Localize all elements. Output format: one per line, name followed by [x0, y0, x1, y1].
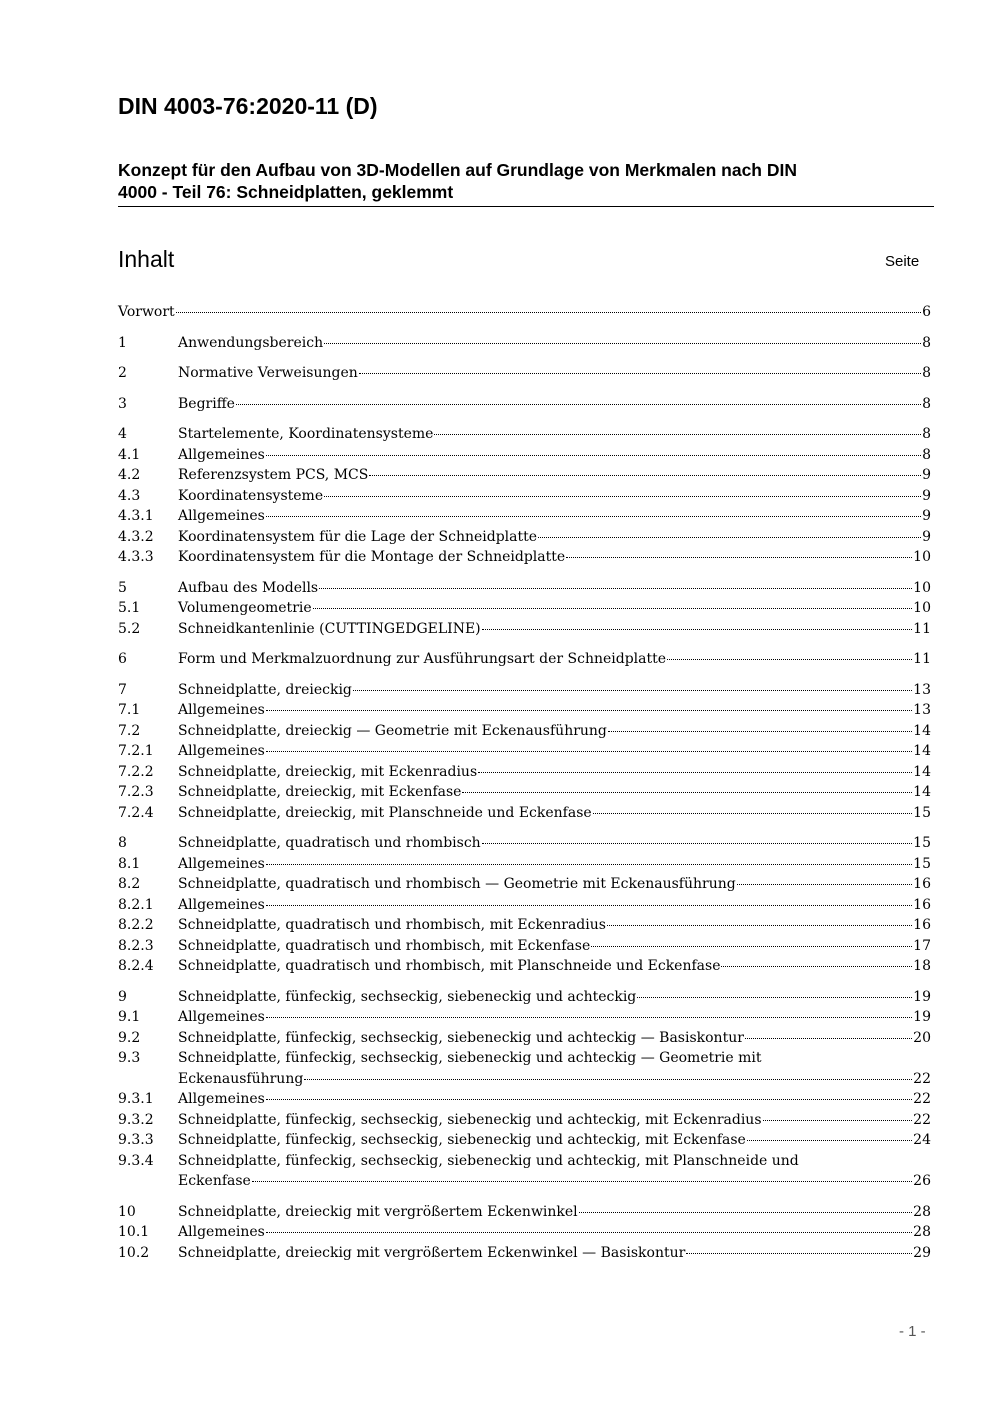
toc-dot-leader	[236, 404, 921, 405]
toc-entry[interactable]	[118, 762, 931, 783]
toc-entry-page: 17	[913, 937, 931, 954]
toc-dot-leader	[667, 659, 912, 660]
toc-entry-number: 8.1	[118, 855, 141, 872]
toc-entry[interactable]	[118, 741, 931, 762]
toc-entry-body	[178, 895, 931, 916]
page-number: - 1 -	[899, 1323, 926, 1340]
toc-entry-number: 4.3.1	[118, 508, 154, 524]
toc-entry-number: 4.3.2	[118, 528, 154, 545]
toc-entry-page: 14	[913, 784, 931, 800]
toc-entry-title: Schneidplatte, dreieckig, mit Eckenfase	[178, 784, 462, 800]
toc-entry[interactable]	[118, 1243, 931, 1264]
toc-entry-title: Schneidplatte, dreieckig, mit Eckenradius	[178, 763, 478, 780]
toc-entry-vorwort[interactable]	[118, 302, 931, 323]
toc-dot-leader	[266, 751, 912, 752]
toc-entry-page: 16	[913, 876, 931, 892]
toc-entry[interactable]	[118, 721, 931, 742]
toc-entry-page: 26	[913, 1173, 931, 1189]
toc-entry[interactable]	[118, 424, 931, 445]
toc-line	[178, 700, 931, 721]
toc-entry-number: 6	[118, 651, 127, 667]
toc-line	[178, 854, 931, 875]
toc-line	[178, 1171, 931, 1192]
toc-dot-leader	[313, 608, 913, 609]
toc-entry-number: 4.2	[118, 467, 141, 483]
toc-entry-number: 9.3.4	[118, 1152, 154, 1169]
toc-entry-title: Schneidplatte, dreieckig, mit Planschneide und Eckenfase	[178, 804, 592, 821]
toc-entry-body	[178, 936, 931, 957]
toc-entry-page: 11	[913, 620, 931, 637]
toc-entry-page: 6	[922, 304, 931, 320]
toc-entry-body	[178, 547, 931, 568]
toc-line	[178, 1028, 931, 1049]
toc-entry-title: Anwendungsbereich	[178, 334, 324, 351]
toc-dot-leader	[252, 1181, 912, 1182]
toc-entry-title: Schneidplatte, quadratisch und rhombisch, mit Eckenradius	[178, 917, 606, 933]
toc-entry-page: 14	[913, 743, 931, 759]
toc-entry-page: 15	[913, 855, 931, 872]
toc-line	[178, 782, 931, 803]
toc-line	[178, 956, 931, 977]
toc-entry[interactable]	[118, 1028, 931, 1049]
toc-entry[interactable]	[118, 445, 931, 466]
toc-entry-number: 4.3	[118, 487, 141, 504]
toc-entry-number: 8.2	[118, 876, 141, 892]
toc-entry-title-continuation: Eckenausführung	[178, 1070, 304, 1087]
toc-entry-body	[178, 598, 931, 619]
toc-entry-number: 8.2.1	[118, 896, 154, 913]
toc-line	[178, 741, 931, 762]
toc-entry[interactable]	[118, 486, 931, 507]
toc-dot-leader	[369, 475, 921, 476]
document-subtitle	[118, 159, 918, 203]
toc-line	[178, 394, 931, 415]
toc-entry-number: 8.2.2	[118, 917, 154, 933]
toc-entry[interactable]	[118, 547, 931, 568]
toc-dot-leader	[324, 496, 921, 497]
toc-entry-body	[178, 649, 931, 670]
toc-entry-number: 3	[118, 395, 127, 412]
toc-entry-body	[178, 680, 931, 701]
toc-entry-body	[178, 394, 931, 415]
toc-entry-body	[118, 302, 931, 323]
toc-entry-title: Begriffe	[178, 395, 235, 412]
toc-entry-title: Normative Verweisungen	[178, 365, 358, 381]
toc-dot-leader	[462, 792, 912, 793]
toc-entry[interactable]	[118, 649, 931, 670]
toc-dot-leader	[591, 946, 912, 947]
toc-line	[178, 1130, 931, 1151]
toc-entry[interactable]	[118, 956, 931, 977]
toc-dot-leader	[686, 1253, 912, 1254]
toc-dot-leader	[353, 690, 912, 691]
toc-entry[interactable]	[118, 465, 931, 486]
toc-line	[178, 363, 931, 384]
toc-entry-title: Schneidplatte, quadratisch und rhombisch, mit Planschneide und Eckenfase	[178, 958, 721, 974]
toc-entry-number: 8.2.4	[118, 958, 154, 974]
toc-entry-title: Allgemeines	[178, 896, 265, 913]
toc-dot-leader	[478, 772, 912, 773]
toc-line	[178, 721, 931, 742]
toc-line	[178, 506, 931, 527]
toc-entry-body	[178, 506, 931, 527]
toc-entry[interactable]	[118, 680, 931, 701]
toc-entry-number: 2	[118, 365, 127, 381]
toc-line	[178, 649, 931, 670]
toc-dot-leader	[266, 516, 921, 517]
toc-line	[178, 598, 931, 619]
toc-entry-body	[178, 1202, 931, 1223]
toc-entry[interactable]	[118, 527, 931, 548]
toc-entry-body	[178, 956, 931, 977]
toc-entry-page: 11	[913, 651, 931, 667]
toc-line	[178, 578, 931, 599]
toc-entry-page: 22	[913, 1091, 931, 1107]
toc-entry-page: 15	[913, 804, 931, 821]
toc-entry-page: 16	[913, 896, 931, 913]
toc-entry-page: 28	[913, 1203, 931, 1220]
toc-entry-body	[178, 987, 931, 1008]
toc-entry-title: Koordinatensysteme	[178, 487, 324, 504]
toc-entry-title: Allgemeines	[178, 702, 265, 718]
toc-line	[178, 895, 931, 916]
toc-entry-body	[178, 700, 931, 721]
toc-dot-leader	[359, 373, 921, 374]
toc-dot-leader	[266, 1099, 912, 1100]
toc-entry-body	[178, 1130, 931, 1151]
toc-dot-leader	[608, 731, 912, 732]
toc-entry-title-continuation: Eckenfase	[178, 1173, 251, 1189]
toc-entry[interactable]	[118, 1202, 931, 1223]
toc-dot-leader	[266, 455, 921, 456]
toc-entry-title: Schneidplatte, fünfeckig, sechseckig, siebeneckig und achteckig, mit Planschneide und	[178, 1152, 799, 1169]
toc-line	[178, 1007, 931, 1028]
toc-entry-body	[178, 619, 931, 640]
toc-entry[interactable]	[118, 578, 931, 599]
toc-entry-page: 10	[913, 549, 931, 565]
toc-entry-number: 5.1	[118, 600, 141, 616]
toc-entry-page: 24	[913, 1132, 931, 1148]
toc-line	[178, 987, 931, 1008]
toc-dot-leader	[579, 1212, 913, 1213]
toc-entry[interactable]	[118, 506, 931, 527]
toc-entry-page: 19	[913, 988, 931, 1005]
toc-entry-body	[178, 333, 931, 354]
toc-line	[178, 1069, 931, 1090]
toc-entry-page: 8	[922, 395, 931, 412]
toc-entry-title: Allgemeines	[178, 508, 265, 524]
toc-entry-body	[178, 1222, 931, 1243]
toc-entry-body	[178, 721, 931, 742]
toc-entry[interactable]	[118, 394, 931, 415]
toc-entry-number: 7.2.1	[118, 743, 154, 759]
toc-line	[178, 1243, 931, 1264]
toc-entry-title: Schneidplatte, quadratisch und rhombisch	[178, 835, 481, 851]
toc-entry-body	[178, 445, 931, 466]
toc-entry-body	[178, 1151, 931, 1192]
toc-entry[interactable]	[118, 1151, 931, 1192]
toc-entry-body	[178, 1028, 931, 1049]
toc-entry-body	[178, 424, 931, 445]
toc-entry-page: 22	[913, 1111, 931, 1128]
toc-dot-leader	[637, 997, 912, 998]
toc-entry-number: 9.3.1	[118, 1091, 154, 1107]
toc-line	[178, 1089, 931, 1110]
toc-entry-title: Referenzsystem PCS, MCS	[178, 467, 369, 483]
toc-entry-title: Schneidkantenlinie (CUTTINGEDGELINE)	[178, 620, 481, 637]
toc-entry[interactable]	[118, 1089, 931, 1110]
toc-entry-title: Volumengeometrie	[178, 600, 312, 616]
toc-dot-leader	[266, 710, 912, 711]
toc-line	[178, 680, 931, 701]
toc-entry-title: Startelemente, Koordinatensysteme	[178, 426, 434, 442]
toc-entry-title: Schneidplatte, fünfeckig, sechseckig, siebeneckig und achteckig, mit Eckenfase	[178, 1132, 746, 1148]
toc-entry-title: Allgemeines	[178, 855, 265, 872]
toc-entry[interactable]	[118, 854, 931, 875]
toc-dot-leader	[266, 1017, 912, 1018]
toc-line	[118, 302, 931, 323]
toc-entry-number: 9.3	[118, 1050, 141, 1066]
toc-entry-body	[178, 741, 931, 762]
toc-entry[interactable]	[118, 782, 931, 803]
toc-entry-body	[178, 578, 931, 599]
toc-entry[interactable]	[118, 1007, 931, 1028]
toc-entry-body	[178, 486, 931, 507]
toc-entry-body	[178, 874, 931, 895]
toc-entry[interactable]	[118, 895, 931, 916]
toc-entry-page: 13	[913, 702, 931, 718]
toc-entry-page: 16	[913, 917, 931, 933]
toc-dot-leader	[176, 312, 921, 313]
toc-entry-page: 8	[922, 446, 931, 463]
toc-entry-body	[178, 854, 931, 875]
toc-entry-number: 5	[118, 579, 127, 596]
toc-dot-leader	[319, 588, 912, 589]
toc-entry-number: 8.2.3	[118, 937, 154, 954]
toc-entry-title: Schneidplatte, quadratisch und rhombisch — Geometrie mit Eckenausführung	[178, 876, 736, 892]
toc-dot-leader	[747, 1140, 912, 1141]
toc-entry-page: 9	[922, 508, 931, 524]
toc-entry-page: 22	[913, 1070, 931, 1087]
toc-page-column-label: Seite	[885, 253, 920, 270]
toc-entry[interactable]	[118, 1222, 931, 1243]
toc-entry[interactable]	[118, 598, 931, 619]
toc-line	[178, 874, 931, 895]
toc-entry-title: Allgemeines	[178, 743, 265, 759]
toc-entry[interactable]	[118, 619, 931, 640]
toc-entry-title: Schneidplatte, dreieckig mit vergrößertem Eckenwinkel	[178, 1203, 578, 1220]
toc-dot-leader	[482, 629, 913, 630]
toc-entry-number: 4.1	[118, 446, 141, 463]
toc-entry-page: 20	[913, 1029, 931, 1046]
toc-dot-leader	[266, 905, 912, 906]
toc-entry-number: 5.2	[118, 620, 141, 637]
toc-entry-page: 18	[913, 958, 931, 974]
toc-entry-number: 10.1	[118, 1224, 150, 1240]
toc-entry-title: Schneidplatte, dreieckig — Geometrie mit Eckenausführung	[178, 722, 607, 739]
toc-entry[interactable]	[118, 1110, 931, 1131]
toc-dot-leader	[593, 813, 912, 814]
toc-entry-body	[178, 363, 931, 384]
toc-line	[178, 486, 931, 507]
toc-line	[178, 833, 931, 854]
toc-entry-body	[178, 915, 931, 936]
toc-line	[178, 762, 931, 783]
toc-entry-number: 7.2.4	[118, 804, 154, 821]
toc-entry-body	[178, 1007, 931, 1028]
subtitle-line-1: Konzept für den Aufbau von 3D-Modellen auf Grundlage von Merkmalen nach DIN	[118, 160, 797, 180]
toc-entry-page: 10	[913, 600, 931, 616]
toc-entry-number: 4.3.3	[118, 549, 154, 565]
toc-heading: Inhalt	[118, 246, 175, 272]
subtitle-line-2: 4000 - Teil 76: Schneidplatten, geklemmt	[118, 182, 454, 202]
toc-entry-title: Koordinatensystem für die Montage der Schneidplatte	[178, 549, 566, 565]
toc-entry[interactable]	[118, 874, 931, 895]
toc-entry-page: 13	[913, 681, 931, 698]
toc-entry[interactable]	[118, 363, 931, 384]
toc-entry[interactable]	[118, 1130, 931, 1151]
toc-entry-body	[178, 762, 931, 783]
toc-entry-number: 7.2.3	[118, 784, 154, 800]
toc-entry[interactable]	[118, 700, 931, 721]
toc-entry-body	[178, 527, 931, 548]
toc-line	[178, 803, 931, 824]
toc-entry-page: 9	[922, 528, 931, 545]
toc-entry-number: 9.2	[118, 1029, 141, 1046]
toc-entry[interactable]	[118, 833, 931, 854]
toc-entry-body	[178, 1243, 931, 1264]
toc-entry[interactable]	[118, 987, 931, 1008]
toc-entry-page: 10	[913, 579, 931, 596]
toc-entry[interactable]	[118, 1048, 931, 1089]
toc-dot-leader	[482, 843, 912, 844]
toc-line	[178, 1202, 931, 1223]
toc-line	[178, 915, 931, 936]
toc-dot-leader	[607, 925, 912, 926]
toc-dot-leader	[763, 1120, 913, 1121]
toc-entry-page: 19	[913, 1009, 931, 1025]
toc-line	[178, 424, 931, 445]
toc-entry-title: Allgemeines	[178, 1091, 265, 1107]
toc-dot-leader	[266, 864, 912, 865]
toc-line	[178, 333, 931, 354]
toc-entry-number: 7.2	[118, 722, 141, 739]
toc-entry-title: Aufbau des Modells	[178, 579, 319, 596]
toc-dot-leader	[304, 1079, 912, 1080]
toc-entry-number: 9.1	[118, 1009, 141, 1025]
toc-entry-body	[178, 782, 931, 803]
toc-entry-title: Schneidplatte, fünfeckig, sechseckig, siebeneckig und achteckig — Basiskontur	[178, 1029, 744, 1046]
toc-entry-title: Allgemeines	[178, 446, 265, 463]
toc-entry[interactable]	[118, 936, 931, 957]
toc-entry-number: 9	[118, 988, 127, 1005]
toc-line	[178, 1110, 931, 1131]
toc-entry-title: Schneidplatte, fünfeckig, sechseckig, siebeneckig und achteckig, mit Eckenradius	[178, 1111, 762, 1128]
toc-entry[interactable]	[118, 915, 931, 936]
toc-entry-page: 9	[922, 487, 931, 504]
toc-entry-page: 14	[913, 763, 931, 780]
toc-entry-number: 7.2.2	[118, 763, 154, 780]
toc-line	[178, 465, 931, 486]
toc-entry-number: 8	[118, 835, 127, 851]
toc-entry-number: 7	[118, 681, 127, 698]
toc-entry-title: Schneidplatte, quadratisch und rhombisch, mit Eckenfase	[178, 937, 591, 954]
toc-entry-title: Allgemeines	[178, 1224, 265, 1240]
toc-entry-body	[178, 1110, 931, 1131]
toc-dot-leader	[266, 1232, 912, 1233]
toc-dot-leader	[434, 434, 921, 435]
toc-entry-number: 4	[118, 426, 127, 442]
toc-dot-leader	[745, 1038, 912, 1039]
toc-entry[interactable]	[118, 333, 931, 354]
toc-dot-leader	[737, 884, 912, 885]
toc-entry-page: 28	[913, 1224, 931, 1240]
toc-line	[178, 936, 931, 957]
toc-line	[178, 619, 931, 640]
toc-entry-page: 14	[913, 722, 931, 739]
toc-line	[178, 547, 931, 568]
table-of-contents	[118, 302, 931, 1263]
toc-line	[178, 1222, 931, 1243]
toc-entry-page: 15	[913, 835, 931, 851]
toc-entry-title: Vorwort	[118, 304, 175, 320]
toc-line	[178, 445, 931, 466]
toc-dot-leader	[566, 557, 912, 558]
toc-line	[178, 527, 931, 548]
toc-entry-body	[178, 803, 931, 824]
toc-dot-leader	[324, 343, 921, 344]
toc-entry-number: 10	[118, 1203, 136, 1220]
toc-entry-body	[178, 1048, 931, 1089]
toc-entry-title: Schneidplatte, fünfeckig, sechseckig, siebeneckig und achteckig — Geometrie mit	[178, 1050, 762, 1066]
toc-entry-title: Schneidplatte, fünfeckig, sechseckig, siebeneckig und achteckig	[178, 988, 637, 1005]
toc-entry-title: Koordinatensystem für die Lage der Schneidplatte	[178, 528, 538, 545]
toc-entry-body	[178, 1089, 931, 1110]
toc-dot-leader	[721, 966, 912, 967]
toc-entry-page: 9	[922, 467, 931, 483]
toc-entry-title: Form und Merkmalzuordnung zur Ausführungsart der Schneidplatte	[178, 651, 667, 667]
toc-entry[interactable]	[118, 803, 931, 824]
toc-entry-page: 8	[922, 334, 931, 351]
header-divider	[118, 206, 934, 207]
toc-entry-number: 7.1	[118, 702, 141, 718]
toc-entry-number: 9.3.3	[118, 1132, 154, 1148]
toc-entry-body	[178, 833, 931, 854]
toc-entry-number: 1	[118, 334, 127, 351]
toc-entry-body	[178, 465, 931, 486]
toc-entry-title: Schneidplatte, dreieckig	[178, 681, 352, 698]
toc-entry-number: 10.2	[118, 1244, 150, 1261]
toc-entry-page: 29	[913, 1244, 931, 1261]
toc-entry-number: 9.3.2	[118, 1111, 154, 1128]
toc-entry-page: 8	[922, 365, 931, 381]
toc-entry-page: 8	[922, 426, 931, 442]
toc-entry-title: Schneidplatte, dreieckig mit vergrößertem Eckenwinkel — Basiskontur	[178, 1244, 686, 1261]
document-id: DIN 4003-76:2020-11 (D)	[118, 93, 378, 119]
toc-dot-leader	[538, 537, 921, 538]
toc-entry-title: Allgemeines	[178, 1009, 265, 1025]
